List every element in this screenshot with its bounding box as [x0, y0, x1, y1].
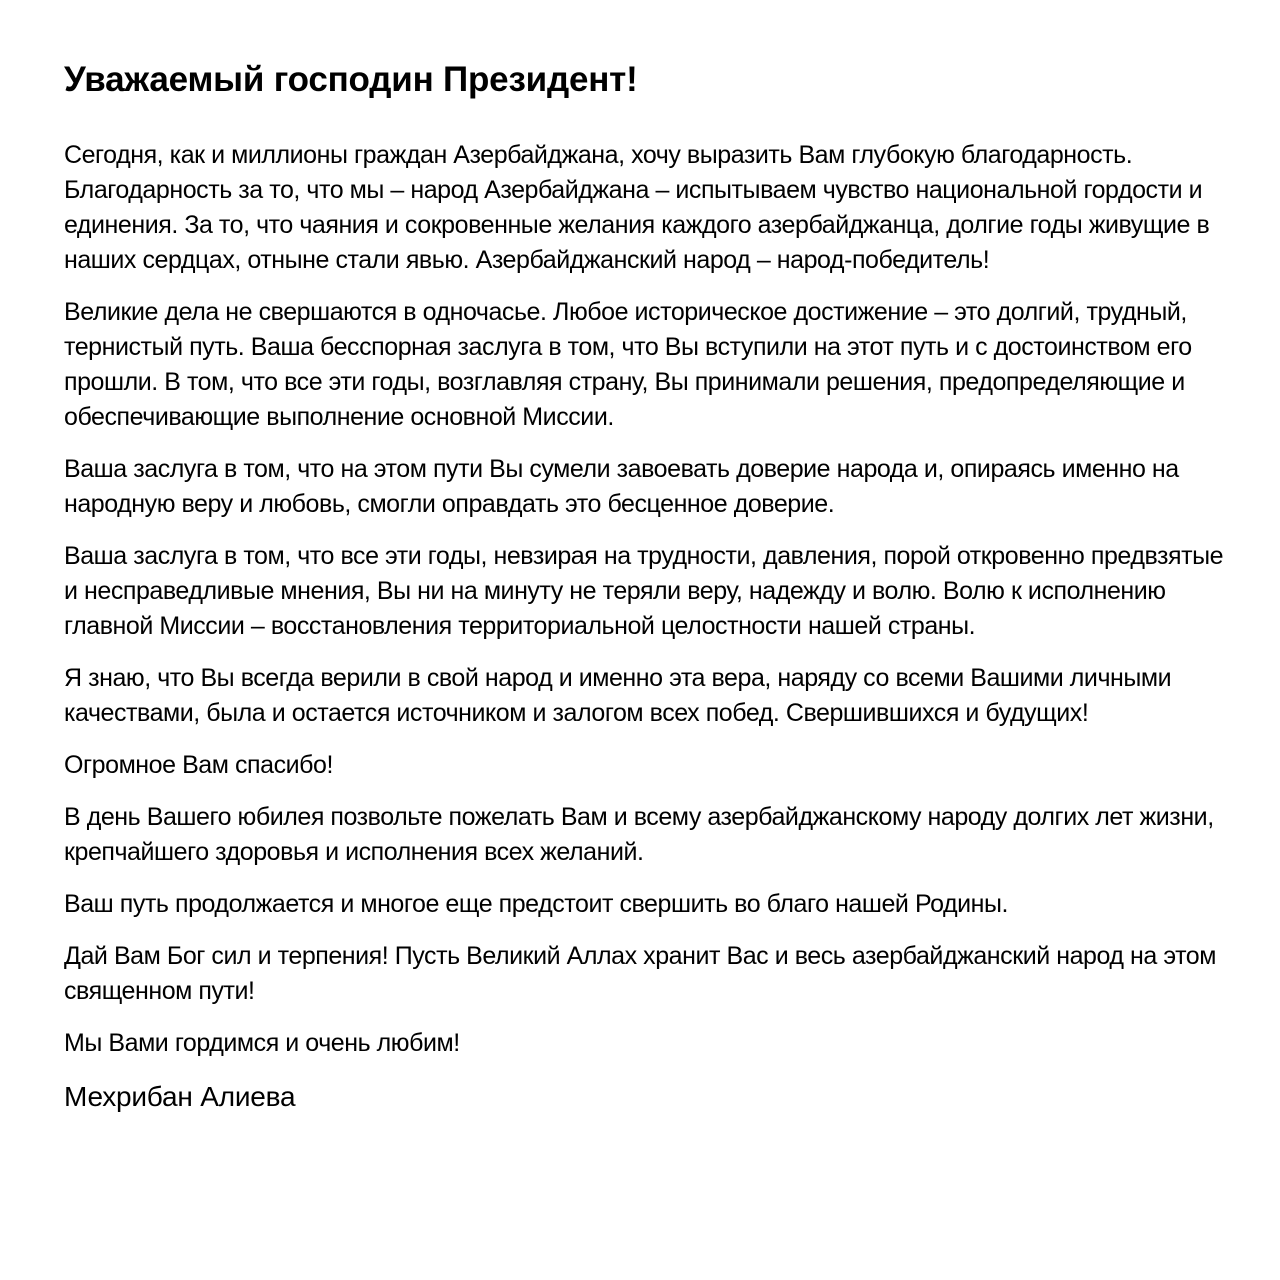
paragraph-8: Ваш путь продолжается и многое еще предстоит свершить во благо нашей Родины.: [64, 890, 1008, 918]
paragraph-9: Дай Вам Бог сил и терпения! Пусть Великий Аллах хранит Вас и весь азербайджанский народ на этом священном пути!: [64, 942, 1217, 1005]
paragraph-2: Великие дела не свершаются в одночасье. Любое историческое достижение – это долгий, трудный, тернистый путь. Ваша бесспорная заслуга в том, что Вы вступили на этот путь и с достоинством его прошли. В том, что все эти годы, возглавляя страну, Вы принимали решения, предопределяющие и обеспечивающие выполнение основной Миссии.: [64, 298, 1192, 431]
paragraph-6: Огромное Вам спасибо!: [64, 751, 333, 779]
paragraph-7: В день Вашего юбилея позвольте пожелать Вам и всему азербайджанскому народу долгих лет жизни, крепчайшего здоровья и исполнения всех желаний.: [64, 803, 1214, 866]
signature: Мехрибан Алиева: [64, 1081, 296, 1112]
letter-title: Уважаемый господин Президент!: [64, 60, 638, 99]
letter: [64, 58, 1224, 1115]
paragraph-4: Ваша заслуга в том, что все эти годы, невзирая на трудности, давления, порой откровенно предвзятые и несправедливые мнения, Вы ни на минуту не теряли веру, надежду и волю. Волю к исполнению главной Миссии – восстановления территориальной целостности нашей страны.: [64, 542, 1224, 640]
paragraph-3: Ваша заслуга в том, что на этом пути Вы сумели завоевать доверие народа и, опираясь именно на народную веру и любовь, смогли оправдать это бесценное доверие.: [64, 455, 1179, 518]
paragraph-5: Я знаю, что Вы всегда верили в свой народ и именно эта вера, наряду со всеми Вашими личными качествами, была и остается источником и залогом всех побед. Свершившихся и будущих!: [64, 664, 1172, 727]
paragraph-10: Мы Вами гордимся и очень любим!: [64, 1029, 460, 1057]
paragraph-1: Сегодня, как и миллионы граждан Азербайджана, хочу выразить Вам глубокую благодарность. Благодарность за то, что мы – народ Азербайджана – испытываем чувство национальной гордости и единения. За то, что чаяния и сокровенные желания каждого азербайджанца, долгие годы живущие в наших сердцах, отныне стали явью. Азербайджанский народ – народ-победитель!: [64, 141, 1210, 274]
